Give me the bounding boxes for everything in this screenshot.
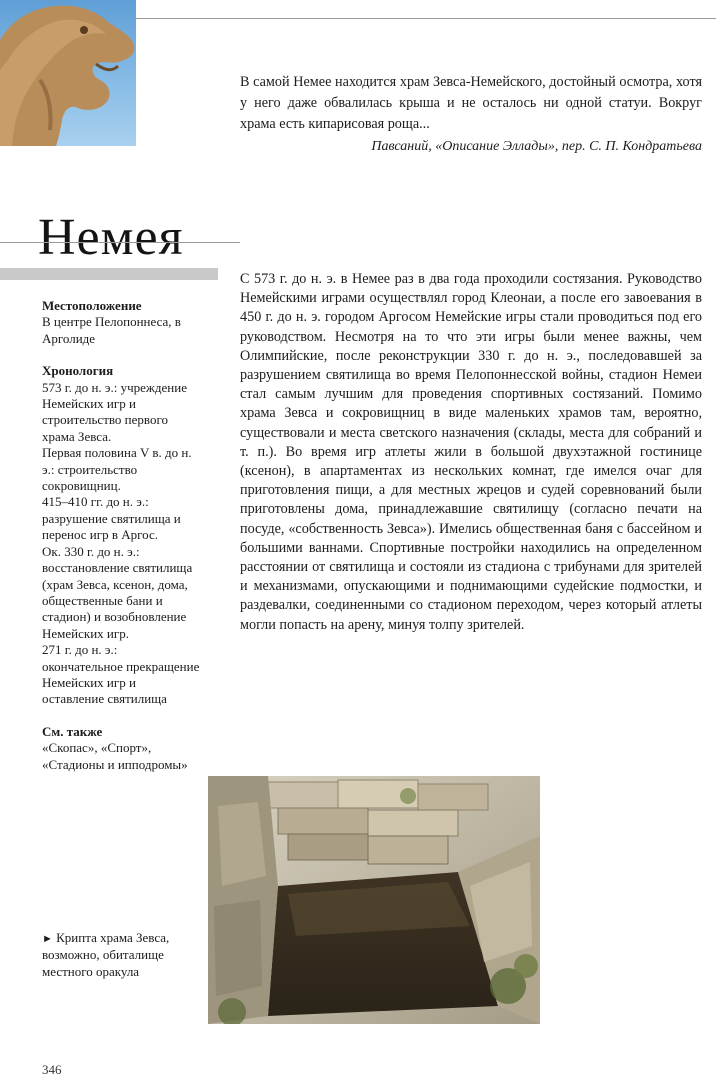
page-title: Немея [38, 208, 184, 266]
title-rule [0, 242, 240, 243]
triangle-right-icon: ► [42, 933, 53, 945]
see-also-block [42, 724, 200, 773]
epigraph-source: Павсаний, «Описание Эллады», пер. С. П. Кондратьева [371, 139, 702, 154]
caption-text: Крипта храма Зевса, возможно, обиталище местного оракула [42, 930, 170, 979]
chronology-entry: Первая половина V в. до н. э.: строительство сокровищниц. [42, 445, 192, 494]
location-block [42, 298, 200, 347]
gargoyle-image [0, 0, 136, 146]
sidebar-grey-bar [0, 268, 218, 280]
sidebar [42, 298, 200, 789]
crypt-image [208, 776, 540, 1024]
header-photo-gargoyle [0, 0, 136, 146]
chronology-entry: 415–410 гг. до н. э.: разрушение святилища и перенос игр в Аргос. [42, 494, 181, 543]
article-body: С 573 г. до н. э. в Немее раз в два года проходили состязания. Руководство Немейскими играми осуществлял город Клеонаи, а после его завоевания в 450 г. до н. э. городом Аргосом Немейские игры стали проводиться под его руководством. Несмотря на то что эти игры были менее важны, чем Олимпийские, после реконструкции 330 г. до н. э., последовавшей за разрушением святилища во время Пелопоннесской войны, стадион Немеи стал самым лучшим для проведения спортивных состязаний. Помимо храма Зевса и сокровищниц в виде маленьких храмов там, вероятно, существовали и места светского назначения (склады, места для собраний и т. п.). Во время игр атлеты жили в большой двухэтажной гостинице (ксенон), в апартаментах из нескольких комнат, где имелся очаг для приготовления пищи, а для местных жрецов и судей соревнований были приготовлены дома, принадлежавшие святилищу (согласно печати на посуде, «собственность Зевса»). Имелись общественная баня с бассейном и большими ваннами. Спортивные постройки находились на определенном расстоянии от святилища и состояли из стадиона с трибунами для зрителей и механизмами, опускающими и поднимающими судейские подмостки, и раздевалки, соединенными со стадионом переходом, через который атлеты могли попасть на арену, минуя толпу зрителей. [240, 271, 702, 633]
page-number: 346 [42, 1062, 62, 1077]
see-also-heading: См. также [42, 723, 103, 739]
chronology-entry: 573 г. до н. э.: учреждение Немейских игр и строительство первого храма Зевса. [42, 379, 187, 444]
location-heading: Местоположение [42, 298, 142, 313]
location-text: В центре Пелопоннеса, в Арголиде [42, 314, 181, 346]
chronology-entry: 271 г. до н. э.: окончательное прекращение Немейских игр и оставление святилища [42, 642, 200, 707]
header-rule [136, 18, 716, 19]
epigraph-quote: В самой Немее находится храм Зевса-Немейского, достойный осмотра, хотя у него даже обвалилась крыша и не осталось ни одной статуи. Вокруг храма есть кипарисовая роща... [240, 74, 702, 132]
chronology-entry: Ок. 330 г. до н. э.: восстановление святилища (храм Зевса, ксенон, дома, общественные бани и стадион) и возобновление Немейских игр. [42, 543, 193, 641]
chronology-block [42, 363, 200, 708]
chronology-heading: Хронология [42, 363, 114, 379]
crypt-photo [208, 776, 540, 1024]
photo-caption [42, 930, 192, 980]
see-also-text: «Скопас», «Спорт», «Стадионы и ипподромы» [42, 740, 188, 772]
